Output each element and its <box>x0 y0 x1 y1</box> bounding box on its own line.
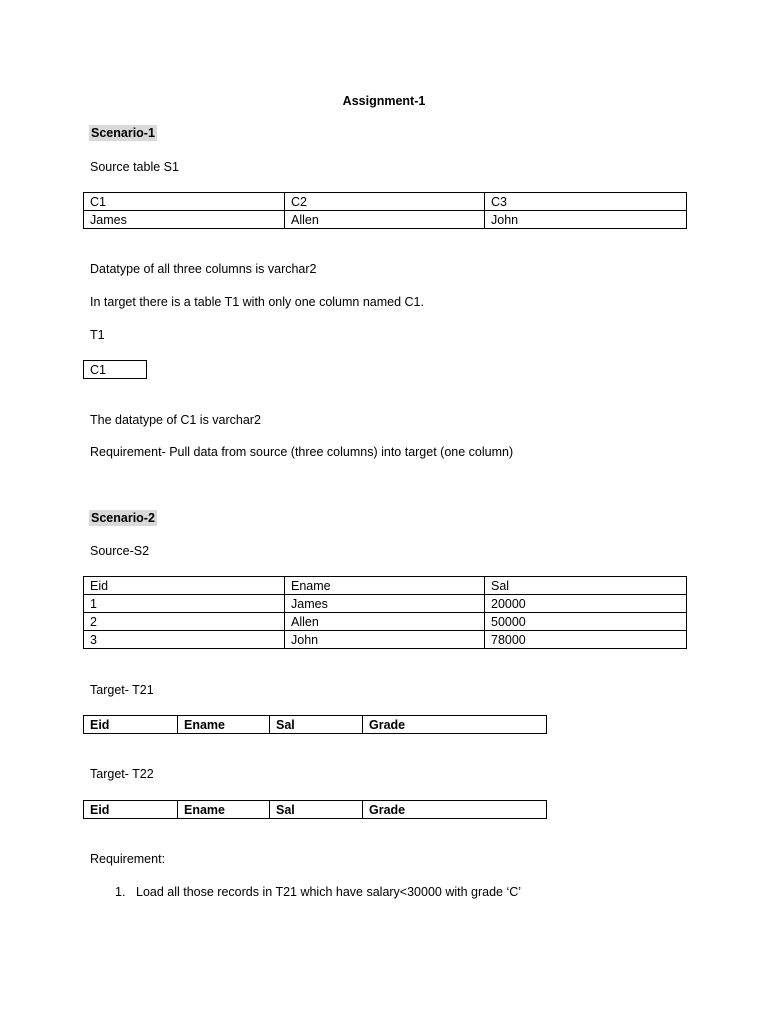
table-cell: 20000 <box>485 595 687 613</box>
table-cell: John <box>285 631 485 649</box>
table-row <box>84 801 547 819</box>
table-cell: John <box>485 211 687 229</box>
t1-table <box>83 360 147 379</box>
table-cell: 78000 <box>485 631 687 649</box>
requirement-label: Requirement: <box>90 852 166 866</box>
table-cell: Sal <box>270 801 363 819</box>
table-cell: 3 <box>84 631 285 649</box>
list-item-number: 1. <box>115 885 126 899</box>
table-cell: Allen <box>285 613 485 631</box>
datatype-text: Datatype of all three columns is varchar2 <box>90 262 317 276</box>
t1-label: T1 <box>90 328 105 342</box>
table-cell: Eid <box>84 801 178 819</box>
table-cell: 1 <box>84 595 285 613</box>
target-description: In target there is a table T1 with only one column named C1. <box>90 295 424 309</box>
list-item-text: Load all those records in T21 which have salary<30000 with grade ‘C’ <box>136 885 522 899</box>
source-table-s1-label: Source table S1 <box>90 160 179 174</box>
table-cell: James <box>84 211 285 229</box>
page-title: Assignment-1 <box>342 94 426 108</box>
table-cell: Ename <box>178 801 270 819</box>
table-cell: 50000 <box>485 613 687 631</box>
table-cell: James <box>285 595 485 613</box>
table-cell: Eid <box>84 716 178 734</box>
source-table-s2 <box>83 576 687 649</box>
table-row <box>84 361 147 379</box>
table-row <box>84 595 687 613</box>
table-cell: Sal <box>485 577 687 595</box>
table-cell: 2 <box>84 613 285 631</box>
table-row <box>84 613 687 631</box>
table-row <box>84 193 687 211</box>
table-cell: Grade <box>363 801 547 819</box>
table-row <box>84 577 687 595</box>
table-row <box>84 211 687 229</box>
table-row <box>84 716 547 734</box>
table-cell: Grade <box>363 716 547 734</box>
target-table-t22 <box>83 800 547 819</box>
table-cell: Ename <box>285 577 485 595</box>
source-table-s1 <box>83 192 687 229</box>
scenario-1-heading: Scenario-1 <box>91 126 155 140</box>
list-item <box>115 885 521 900</box>
table-cell: Sal <box>270 716 363 734</box>
requirement-list <box>115 885 521 900</box>
table-cell: Ename <box>178 716 270 734</box>
c1-datatype-text: The datatype of C1 is varchar2 <box>90 413 261 427</box>
table-cell: C3 <box>485 193 687 211</box>
table-row <box>84 631 687 649</box>
target-t22-label: Target- T22 <box>90 767 154 781</box>
target-table-t21 <box>83 715 547 734</box>
scenario-2-heading: Scenario-2 <box>91 511 155 525</box>
table-cell: C2 <box>285 193 485 211</box>
table-cell: Eid <box>84 577 285 595</box>
table-cell: Allen <box>285 211 485 229</box>
target-t21-label: Target- T21 <box>90 683 154 697</box>
table-cell: C1 <box>84 193 285 211</box>
scenario-1-requirement: Requirement- Pull data from source (three columns) into target (one column) <box>90 445 514 459</box>
source-s2-label: Source-S2 <box>90 544 150 558</box>
table-cell: C1 <box>84 361 147 379</box>
